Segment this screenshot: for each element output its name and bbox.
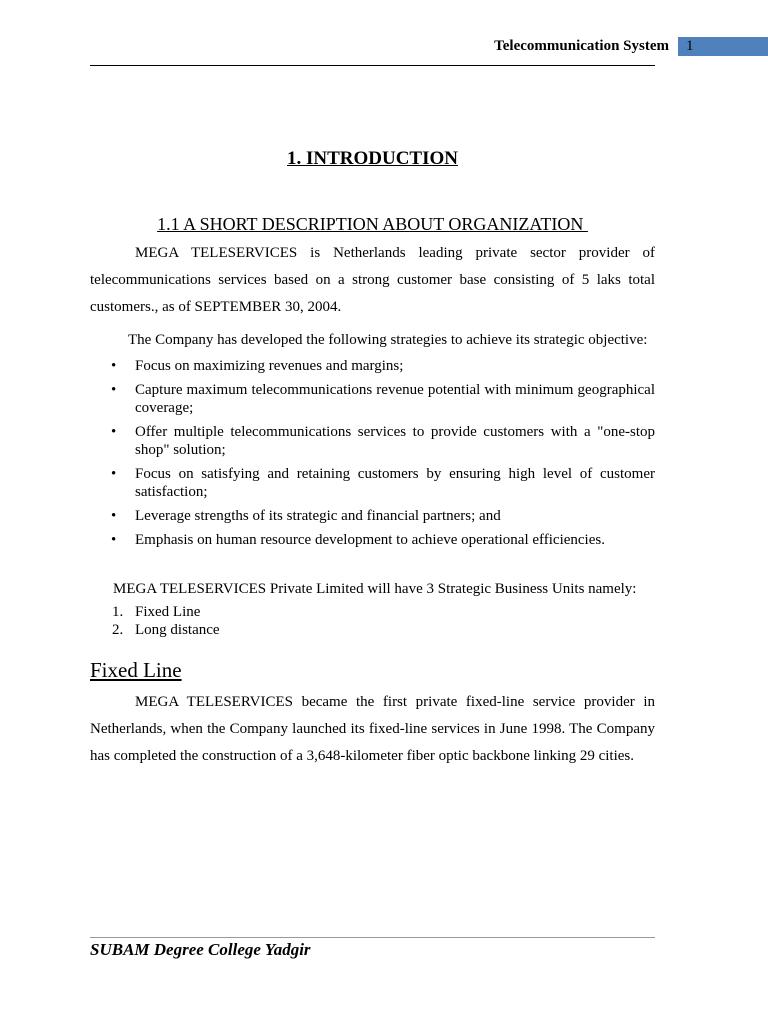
page-number: 1: [686, 38, 694, 54]
list-number: 2.: [112, 622, 124, 638]
list-number: 1.: [112, 604, 124, 620]
header-title: Telecommunication System: [494, 38, 669, 54]
bullet-icon: •: [111, 382, 117, 398]
list-item-text: Long distance: [135, 622, 220, 638]
list-item: [90, 603, 655, 621]
list-item: [90, 465, 655, 501]
bullet-icon: •: [111, 424, 117, 440]
footer-divider: [90, 937, 655, 938]
fixed-line-heading: Fixed Line: [90, 658, 182, 682]
strategies-lead-paragraph: The Company has developed the following strategies to achieve its strategic objective:: [128, 332, 648, 348]
footer-text: SUBAM Degree College Yadgir: [90, 940, 311, 959]
page-number-box: [678, 37, 768, 56]
list-item-text: Leverage strengths of its strategic and financial partners; and: [135, 508, 501, 524]
list-item: [90, 531, 655, 549]
bullet-icon: •: [111, 532, 117, 548]
list-item-text: Emphasis on human resource development to achieve operational efficiencies.: [135, 532, 605, 548]
intro-paragraph: MEGA TELESERVICES is Netherlands leading private sector provider of telecommunications services based on a strong customer base consisting of 5 laks total customers., as of SEPTEMBER 30, 2004.: [90, 245, 655, 315]
list-item: [90, 621, 655, 639]
fixed-line-paragraph: MEGA TELESERVICES became the first private fixed-line service provider in Netherlands, when the Company launched its fixed-line services in June 1998. The Company has completed the construction of a 3,648-kilometer fiber optic backbone linking 29 cities.: [90, 694, 655, 764]
list-item-text: Capture maximum telecommunications revenue potential with minimum geographical coverage;: [135, 382, 655, 416]
chapter-title-text: 1. INTRODUCTION: [286, 148, 459, 169]
business-units-list: [90, 603, 655, 639]
section-title: [0, 212, 745, 236]
list-item: [90, 507, 655, 525]
list-item: [90, 357, 655, 375]
list-item-text: Fixed Line: [135, 604, 201, 620]
list-item-text: Focus on maximizing revenues and margins;: [135, 358, 404, 374]
bullet-icon: •: [111, 358, 117, 374]
units-lead-paragraph: MEGA TELESERVICES Private Limited will have 3 Strategic Business Units namely:: [113, 581, 637, 597]
bullet-icon: •: [111, 508, 117, 524]
header-divider: [90, 65, 655, 66]
list-item-text: Offer multiple telecommunications services to provide customers with a "one-stop shop" solution;: [135, 424, 655, 458]
list-item: [90, 423, 655, 459]
chapter-title: [0, 147, 745, 171]
section-title-text: 1.1 A SHORT DESCRIPTION ABOUT ORGANIZATION: [157, 214, 588, 234]
bullet-icon: •: [111, 466, 117, 482]
strategies-list: [90, 354, 655, 549]
list-item: [90, 381, 655, 417]
list-item-text: Focus on satisfying and retaining customers by ensuring high level of customer satisfaction;: [135, 466, 655, 500]
